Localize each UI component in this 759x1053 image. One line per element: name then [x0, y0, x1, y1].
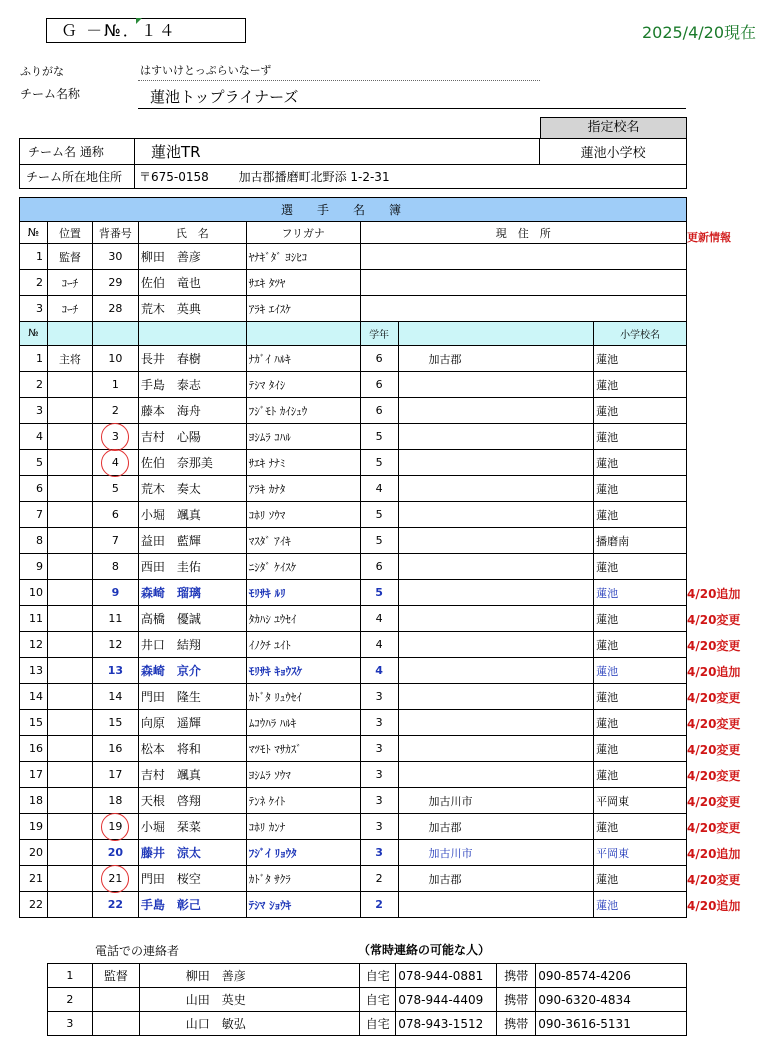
player-kana: ﾑｺｳﾊﾗ ﾊﾙｷ	[246, 710, 360, 736]
uniform-circle-mark	[101, 423, 129, 451]
player-name: 益田 藍輝	[138, 528, 246, 554]
col-address: 現 住 所	[360, 222, 686, 244]
player-kana: ｶﾄﾞﾀ ﾘｭｳｾｲ	[246, 684, 360, 710]
player-row	[20, 892, 687, 918]
player-name: 吉村 颯真	[138, 762, 246, 788]
player-kana: ﾅｶﾞｲ ﾊﾙｷ	[246, 346, 360, 372]
player-school: 蓮池	[594, 866, 687, 892]
player-school: 蓮池	[594, 606, 687, 632]
update-note: 4/20追加	[687, 847, 741, 861]
player-name: 佐伯 奈那美	[138, 450, 246, 476]
contact-row	[48, 964, 687, 988]
player-grade: 5	[360, 528, 398, 554]
staff-uniform: 30	[92, 244, 138, 270]
col-grade: 学年	[360, 322, 398, 346]
player-address: 加古川市	[398, 788, 594, 814]
player-address	[398, 762, 594, 788]
player-name: 向原 遥輝	[138, 710, 246, 736]
player-kana: ﾓﾘｻｷ ﾙﾘ	[246, 580, 360, 606]
player-no: 1	[20, 346, 48, 372]
player-row	[20, 632, 687, 658]
player-grade: 3	[360, 684, 398, 710]
player-no: 9	[20, 554, 48, 580]
player-grade: 5	[360, 580, 398, 606]
player-name: 藤井 涼太	[138, 840, 246, 866]
player-grade: 3	[360, 710, 398, 736]
team-name-value: 蓮池トップライナーズ	[138, 86, 686, 109]
player-address	[398, 580, 594, 606]
player-school: 蓮池	[594, 814, 687, 840]
update-note: 4/20変更	[687, 873, 741, 887]
player-no: 3	[20, 398, 48, 424]
staff-no: 1	[20, 244, 48, 270]
player-address	[398, 554, 594, 580]
player-uniform: 16	[92, 736, 138, 762]
player-name: 荒木 奏太	[138, 476, 246, 502]
player-no: 14	[20, 684, 48, 710]
player-row	[20, 372, 687, 398]
player-row	[20, 476, 687, 502]
player-no: 21	[20, 866, 48, 892]
player-grade: 3	[360, 736, 398, 762]
staff-row	[20, 244, 687, 270]
staff-row	[20, 296, 687, 322]
player-grade: 6	[360, 346, 398, 372]
mobile-label: 携帯	[497, 988, 536, 1012]
player-grade: 3	[360, 840, 398, 866]
player-address: 加古郡	[398, 346, 594, 372]
address-value: 加古郡播磨町北野添 1-2-31	[238, 170, 390, 184]
update-note: 4/20変更	[687, 639, 741, 653]
player-name: 門田 隆生	[138, 684, 246, 710]
staff-uniform: 29	[92, 270, 138, 296]
player-position	[47, 866, 92, 892]
player-position	[47, 398, 92, 424]
address-label: チーム所在地住所	[20, 165, 135, 189]
player-no: 6	[20, 476, 48, 502]
player-name: 門田 桜空	[138, 866, 246, 892]
designated-school-header: 指定校名	[540, 117, 687, 139]
contact-row	[48, 1012, 687, 1036]
player-address	[398, 528, 594, 554]
mobile-label: 携帯	[497, 1012, 536, 1036]
player-address	[398, 710, 594, 736]
col-position: 位置	[47, 222, 92, 244]
short-name-label: チーム名 通称	[20, 139, 135, 165]
player-kana: ﾏﾂﾓﾄ ﾏｻｶｽﾞ	[246, 736, 360, 762]
player-school: 蓮池	[594, 658, 687, 684]
staff-name: 荒木 英典	[138, 296, 246, 322]
player-no: 11	[20, 606, 48, 632]
player-kana: ｶﾄﾞﾀ ｻｸﾗ	[246, 866, 360, 892]
player-no: 10	[20, 580, 48, 606]
update-note: 4/20追加	[687, 899, 741, 913]
player-grade: 3	[360, 788, 398, 814]
player-grade: 4	[360, 476, 398, 502]
player-address	[398, 476, 594, 502]
player-row	[20, 398, 687, 424]
contact-role	[92, 988, 139, 1012]
player-grade: 4	[360, 632, 398, 658]
player-grade: 3	[360, 762, 398, 788]
player-uniform: 12	[92, 632, 138, 658]
player-name: 吉村 心陽	[138, 424, 246, 450]
update-note: 4/20変更	[687, 691, 741, 705]
player-school: 蓮池	[594, 632, 687, 658]
player-address: 加古郡	[398, 814, 594, 840]
player-position	[47, 450, 92, 476]
player-grade: 4	[360, 658, 398, 684]
staff-row	[20, 270, 687, 296]
player-row	[20, 346, 687, 372]
player-position	[47, 606, 92, 632]
player-position	[47, 502, 92, 528]
player-uniform: 15	[92, 710, 138, 736]
contact-role	[92, 1012, 139, 1036]
staff-address	[360, 296, 686, 322]
mobile-phone: 090-8574-4206	[536, 964, 687, 988]
cell-comment-marker	[136, 18, 142, 24]
player-school: 蓮池	[594, 476, 687, 502]
staff-no: 3	[20, 296, 48, 322]
player-name: 天根 啓翔	[138, 788, 246, 814]
uniform-circle-mark	[101, 865, 129, 893]
player-name: 森崎 瑠璃	[138, 580, 246, 606]
player-row	[20, 710, 687, 736]
player-grade: 6	[360, 398, 398, 424]
player-uniform: 18	[92, 788, 138, 814]
home-label: 自宅	[360, 988, 396, 1012]
player-kana: ｱﾗｷ ｶﾅﾀ	[246, 476, 360, 502]
player-uniform: 20	[92, 840, 138, 866]
staff-name: 佐伯 竜也	[138, 270, 246, 296]
as-of-date: 2025/4/20現在	[641, 23, 756, 42]
player-school: 蓮池	[594, 398, 687, 424]
player-grade: 4	[360, 606, 398, 632]
player-position	[47, 710, 92, 736]
player-grade: 3	[360, 814, 398, 840]
staff-position: ｺｰﾁ	[47, 270, 92, 296]
update-note: 4/20変更	[687, 613, 741, 627]
contact-name: 山口 敏弘	[139, 1012, 360, 1036]
staff-no: 2	[20, 270, 48, 296]
player-row	[20, 502, 687, 528]
postal-code: 〒675-0158	[138, 170, 209, 184]
uniform-circle-mark	[101, 449, 129, 477]
player-kana: ﾃﾝﾈ ｹｲﾄ	[246, 788, 360, 814]
player-uniform: 14	[92, 684, 138, 710]
player-row	[20, 580, 687, 606]
player-row	[20, 736, 687, 762]
player-uniform: 17	[92, 762, 138, 788]
player-school: 播磨南	[594, 528, 687, 554]
col-name: 氏 名	[138, 222, 246, 244]
player-kana: ｲﾉｸﾁ ﾕｲﾄ	[246, 632, 360, 658]
contact-row	[48, 988, 687, 1012]
player-school: 蓮池	[594, 684, 687, 710]
player-row	[20, 528, 687, 554]
update-note: 4/20変更	[687, 717, 741, 731]
player-no: 8	[20, 528, 48, 554]
player-name: 森崎 京介	[138, 658, 246, 684]
player-name: 手島 彰己	[138, 892, 246, 918]
player-kana: ﾖｼﾑﾗ ｺﾊﾙ	[246, 424, 360, 450]
player-grade: 6	[360, 372, 398, 398]
mobile-label: 携帯	[497, 964, 536, 988]
player-row	[20, 554, 687, 580]
player-school: 蓮池	[594, 710, 687, 736]
player-position	[47, 476, 92, 502]
player-no: 2	[20, 372, 48, 398]
short-name-value: 蓮池TR	[134, 139, 539, 165]
player-no: 18	[20, 788, 48, 814]
mobile-phone: 090-3616-5131	[536, 1012, 687, 1036]
player-address	[398, 450, 594, 476]
staff-position: 監督	[47, 244, 92, 270]
update-note: 4/20追加	[687, 665, 741, 679]
player-address	[398, 736, 594, 762]
player-school: 蓮池	[594, 424, 687, 450]
player-no: 15	[20, 710, 48, 736]
player-kana: ｻｴｷ ﾅﾅﾐ	[246, 450, 360, 476]
player-no: 16	[20, 736, 48, 762]
player-kana: ﾃｼﾏ ｼｮｳｷ	[246, 892, 360, 918]
home-phone: 078-943-1512	[396, 1012, 497, 1036]
update-note: 4/20変更	[687, 743, 741, 757]
mobile-phone: 090-6320-4834	[536, 988, 687, 1012]
team-name-label: チーム名称	[20, 87, 81, 101]
staff-name: 柳田 善彦	[138, 244, 246, 270]
staff-address	[360, 270, 686, 296]
home-label: 自宅	[360, 1012, 396, 1036]
player-position	[47, 554, 92, 580]
player-school: 蓮池	[594, 580, 687, 606]
contacts-title: 電話での連絡者	[95, 944, 180, 958]
player-uniform: 10	[92, 346, 138, 372]
player-address	[398, 892, 594, 918]
staff-address	[360, 244, 686, 270]
player-address: 加古川市	[398, 840, 594, 866]
home-label: 自宅	[360, 964, 396, 988]
player-row	[20, 762, 687, 788]
player-uniform: 11	[92, 606, 138, 632]
player-name: 松本 将和	[138, 736, 246, 762]
player-address	[398, 658, 594, 684]
furigana-label: ふりがな	[20, 65, 64, 78]
player-position	[47, 814, 92, 840]
roster-title: 選手名簿	[20, 198, 687, 222]
player-school: 蓮池	[594, 762, 687, 788]
player-name: 高橋 優誠	[138, 606, 246, 632]
home-phone: 078-944-4409	[396, 988, 497, 1012]
staff-kana: ｻｴｷ ﾀﾂﾔ	[246, 270, 360, 296]
player-name: 小堀 颯真	[138, 502, 246, 528]
player-kana: ﾖｼﾑﾗ ｿｳﾏ	[246, 762, 360, 788]
player-row	[20, 840, 687, 866]
player-school: 蓮池	[594, 554, 687, 580]
col-kana: フリガナ	[246, 222, 360, 244]
col-no: №	[20, 222, 48, 244]
furigana-value: はすいけとっぷらいなーず	[138, 62, 540, 81]
player-row	[20, 658, 687, 684]
player-grade: 5	[360, 424, 398, 450]
col-school: 小学校名	[594, 322, 687, 346]
player-name: 井口 結翔	[138, 632, 246, 658]
player-no: 17	[20, 762, 48, 788]
player-position	[47, 762, 92, 788]
player-position	[47, 736, 92, 762]
player-row	[20, 684, 687, 710]
player-kana: ﾀｶﾊｼ ﾕｳｾｲ	[246, 606, 360, 632]
player-kana: ｺﾎﾘ ｶﾝﾅ	[246, 814, 360, 840]
designated-school-value: 蓮池小学校	[540, 139, 687, 165]
player-grade: 5	[360, 502, 398, 528]
player-position	[47, 840, 92, 866]
staff-position: ｺｰﾁ	[47, 296, 92, 322]
player-kana: ﾌｼﾞﾓﾄ ｶｲｼｭｳ	[246, 398, 360, 424]
uniform-circle-mark	[101, 813, 129, 841]
player-position	[47, 528, 92, 554]
player-school: 蓮池	[594, 502, 687, 528]
player-name: 長井 春樹	[138, 346, 246, 372]
player-position	[47, 424, 92, 450]
player-grade: 6	[360, 554, 398, 580]
roster-table	[19, 197, 687, 918]
staff-kana: ｱﾗｷ ｴｲｽｹ	[246, 296, 360, 322]
player-kana: ﾌｼﾞｲ ﾘｮｳﾀ	[246, 840, 360, 866]
player-position: 主将	[47, 346, 92, 372]
player-school: 平岡東	[594, 788, 687, 814]
player-name: 手島 泰志	[138, 372, 246, 398]
player-uniform: 22	[92, 892, 138, 918]
update-note: 4/20変更	[687, 795, 741, 809]
player-address	[398, 398, 594, 424]
team-info-table	[19, 138, 687, 189]
player-no: 5	[20, 450, 48, 476]
contact-no: 1	[48, 964, 93, 988]
player-address	[398, 502, 594, 528]
player-name: 藤本 海舟	[138, 398, 246, 424]
player-uniform: 8	[92, 554, 138, 580]
player-grade: 5	[360, 450, 398, 476]
player-position	[47, 372, 92, 398]
player-no: 13	[20, 658, 48, 684]
player-position	[47, 632, 92, 658]
contact-no: 2	[48, 988, 93, 1012]
player-address	[398, 632, 594, 658]
player-name: 西田 圭佑	[138, 554, 246, 580]
player-uniform: 1	[92, 372, 138, 398]
player-position	[47, 892, 92, 918]
player-no: 19	[20, 814, 48, 840]
staff-uniform: 28	[92, 296, 138, 322]
player-grade: 2	[360, 866, 398, 892]
player-no: 12	[20, 632, 48, 658]
staff-kana: ﾔﾅｷﾞﾀﾞ ﾖｼﾋｺ	[246, 244, 360, 270]
player-uniform: 4	[92, 450, 138, 476]
update-note: 4/20変更	[687, 821, 741, 835]
player-school: 蓮池	[594, 372, 687, 398]
player-school: 蓮池	[594, 346, 687, 372]
player-school: 蓮池	[594, 450, 687, 476]
player-address	[398, 372, 594, 398]
player-position	[47, 658, 92, 684]
player-address	[398, 424, 594, 450]
player-address	[398, 606, 594, 632]
player-uniform: 3	[92, 424, 138, 450]
player-uniform: 5	[92, 476, 138, 502]
player-kana: ﾓﾘｻｷ ｷｮｳｽｹ	[246, 658, 360, 684]
player-uniform: 6	[92, 502, 138, 528]
player-row	[20, 788, 687, 814]
player-grade: 2	[360, 892, 398, 918]
player-no: 20	[20, 840, 48, 866]
home-phone: 078-944-0881	[396, 964, 497, 988]
contact-name: 柳田 善彦	[139, 964, 360, 988]
player-uniform: 7	[92, 528, 138, 554]
update-info-label: 更新情報	[687, 231, 731, 244]
player-position	[47, 684, 92, 710]
player-no: 4	[20, 424, 48, 450]
player-uniform: 9	[92, 580, 138, 606]
player-kana: ﾏｽﾀﾞ ｱｲｷ	[246, 528, 360, 554]
col-uniform: 背番号	[92, 222, 138, 244]
contact-role: 監督	[92, 964, 139, 988]
contacts-note: （常時連絡の可能な人）	[358, 943, 491, 957]
player-uniform: 21	[92, 866, 138, 892]
player-position	[47, 788, 92, 814]
player-position	[47, 580, 92, 606]
update-note: 4/20追加	[687, 587, 741, 601]
player-school: 平岡東	[594, 840, 687, 866]
player-school: 蓮池	[594, 736, 687, 762]
player-uniform: 2	[92, 398, 138, 424]
player-kana: ﾃｼﾏ ﾀｲｼ	[246, 372, 360, 398]
player-address: 加古郡	[398, 866, 594, 892]
contact-no: 3	[48, 1012, 93, 1036]
player-school: 蓮池	[594, 892, 687, 918]
contact-name: 山田 英史	[139, 988, 360, 1012]
player-kana: ｺﾎﾘ ｿｳﾏ	[246, 502, 360, 528]
contacts-table	[47, 963, 687, 1036]
player-uniform: 19	[92, 814, 138, 840]
update-note: 4/20変更	[687, 769, 741, 783]
player-kana: ﾆｼﾀﾞ ｹｲｽｹ	[246, 554, 360, 580]
player-uniform: 13	[92, 658, 138, 684]
g-number-box: Ｇ －№．１４	[46, 18, 246, 43]
player-no: 7	[20, 502, 48, 528]
col-no-2: №	[20, 322, 48, 346]
player-no: 22	[20, 892, 48, 918]
player-address	[398, 684, 594, 710]
player-row	[20, 606, 687, 632]
player-name: 小堀 栞菜	[138, 814, 246, 840]
